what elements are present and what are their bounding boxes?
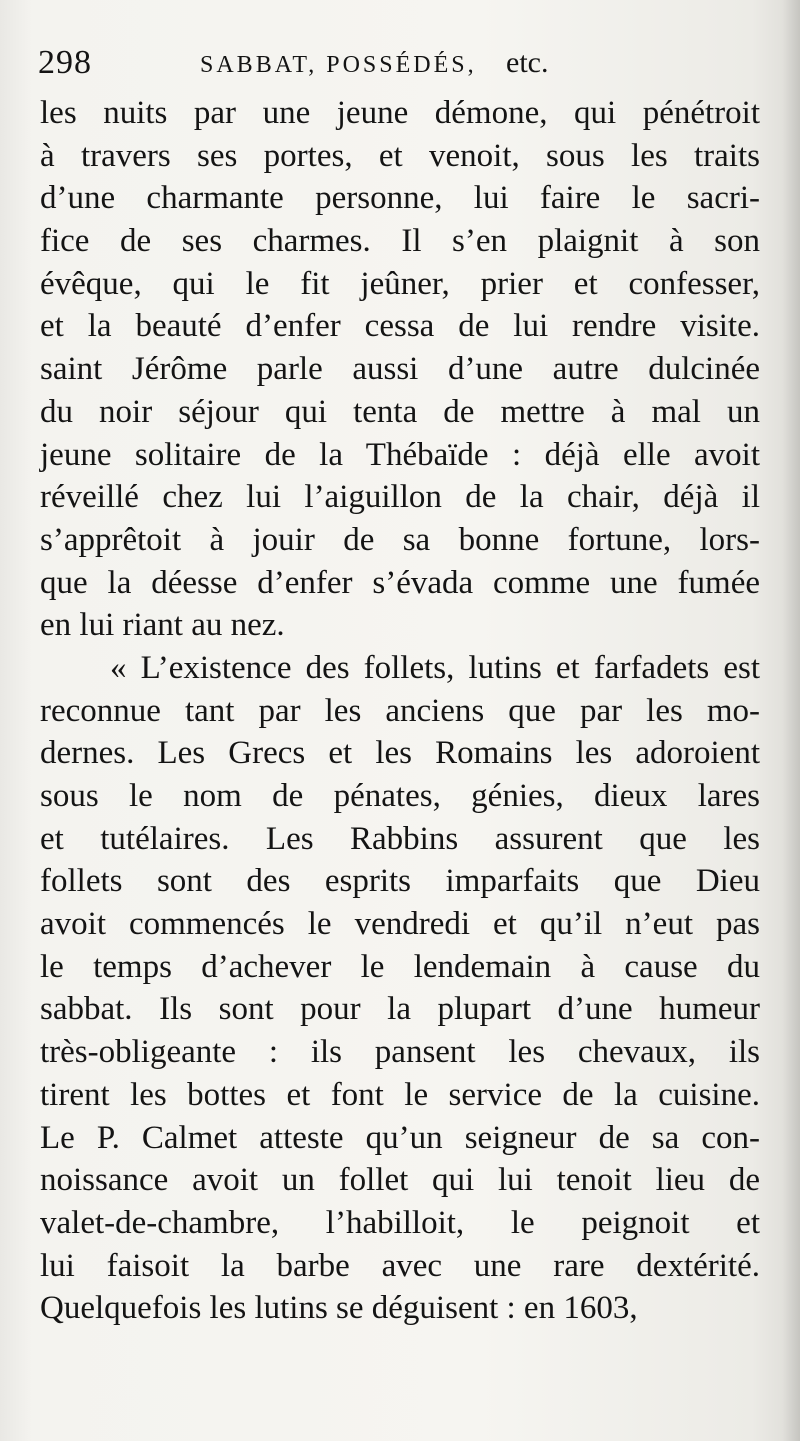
text-line: réveillé chez lui l’aiguillon de la chair, déjà il [40, 479, 760, 516]
text-line: très-obligeante : ils pansent les chevaux, ils [40, 1034, 760, 1071]
text-line: jeune solitaire de la Thébaïde : déjà elle avoit [40, 436, 760, 473]
running-head [28, 40, 588, 90]
text-line: sous le nom de pénates, génies, dieux lares [40, 778, 760, 814]
text-line: saint Jérôme parle aussi d’une autre dulcinée [40, 351, 760, 388]
text-line: sabbat. Ils sont pour la plupart d’une humeur [40, 991, 760, 1028]
text-line: noissance avoit un follet qui lui tenoit lieu de [40, 1162, 760, 1199]
text-line: avoit commencés le vendredi et qu’il n’eut pas [40, 906, 760, 943]
text-line: d’une charmante personne, lui faire le sacri- [40, 180, 760, 217]
text-line: reconnue tant par les anciens que par les mo- [40, 692, 760, 729]
body-text [40, 92, 760, 1330]
text-line: tirent les bottes et font le service de la cuisine. [40, 1076, 760, 1113]
text-line: en lui riant au nez. [40, 607, 285, 644]
text-line: fice de ses charmes. Il s’en plaignit à son [40, 223, 760, 260]
text-line: et tutélaires. Les Rabbins assurent que les [40, 820, 760, 857]
text-line: et la beauté d’enfer cessa de lui rendre visite. [40, 308, 760, 345]
running-head-title: SABBAT, POSSÉDÉS, [200, 52, 477, 78]
text-line: Quelquefois les lutins se déguisent : en 1603, [40, 1290, 638, 1327]
running-head-etc: etc. [506, 46, 549, 79]
text-line: follets sont des esprits imparfaits que Dieu [40, 863, 760, 900]
text-line: les nuits par une jeune démone, qui pénétroit [40, 95, 760, 131]
page-number: 298 [38, 44, 92, 81]
text-line: valet-de-chambre, l’habilloit, le peignoit et [40, 1204, 760, 1241]
text-line: lui faisoit la barbe avec une rare dextérité. [40, 1247, 760, 1284]
text-line: évêque, qui le fit jeûner, prier et confesser, [40, 265, 760, 302]
text-line: du noir séjour qui tenta de mettre à mal un [40, 393, 760, 430]
text-line: le temps d’achever le lendemain à cause du [40, 948, 760, 985]
text-line: dernes. Les Grecs et les Romains les adoroient [40, 735, 760, 772]
text-line: Le P. Calmet atteste qu’un seigneur de sa con- [40, 1119, 760, 1156]
text-line: s’apprêtoit à jouir de sa bonne fortune, lors- [40, 521, 760, 558]
text-line: que la déesse d’enfer s’évada comme une fumée [40, 564, 760, 601]
paragraph-start-line: « L’existence des follets, lutins et farfadets est [110, 649, 760, 686]
page-edge-shadow [782, 0, 800, 1441]
text-line: à travers ses portes, et venoit, sous les traits [40, 137, 760, 174]
